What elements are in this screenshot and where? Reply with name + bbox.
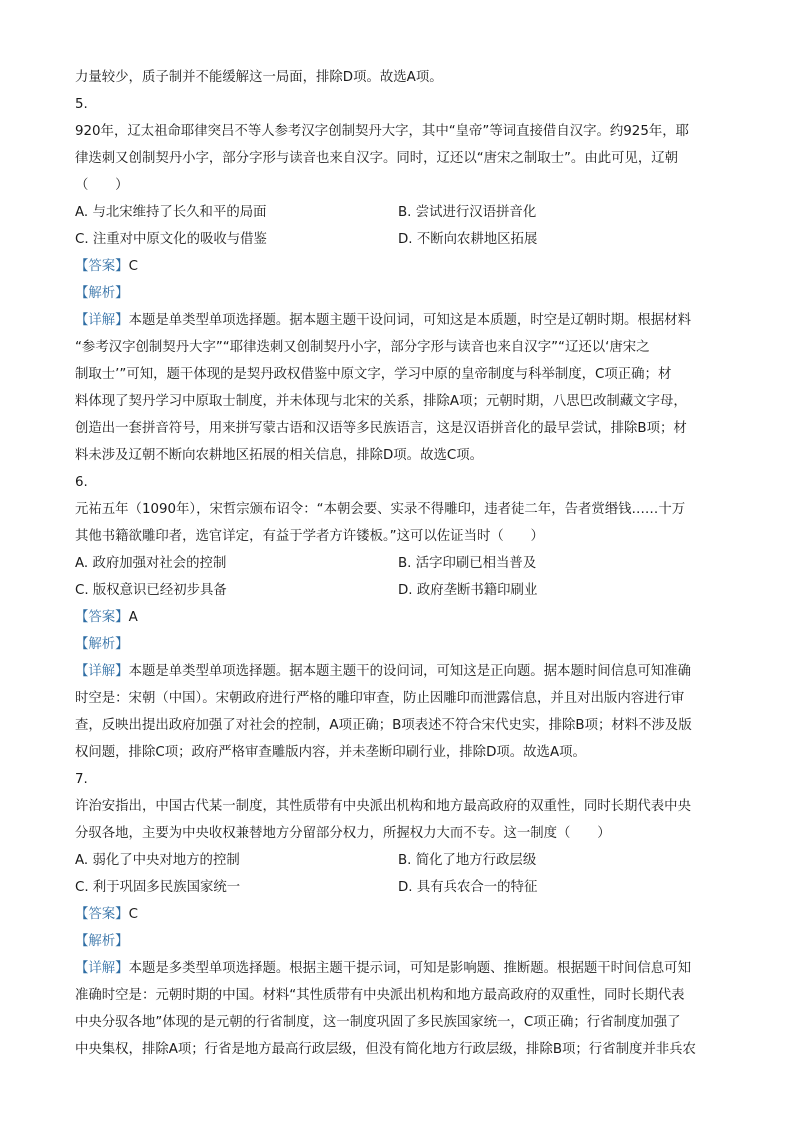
- analysis-label: 【解析】: [75, 637, 129, 652]
- answer-label: 【答案】: [75, 907, 129, 922]
- q7-option-a: A. 弱化了中央对地方的控制: [75, 853, 240, 868]
- answer-label: 【答案】: [75, 610, 129, 625]
- q5-option-d: D. 不断向农耕地区拓展: [398, 232, 538, 247]
- q5-option-b: B. 尝试进行汉语拼音化: [398, 205, 537, 220]
- q7-option-d: D. 具有兵农合一的特征: [398, 880, 538, 895]
- q5-detail-line: 创造出一套拼音符号，用来拼写蒙古语和汉语等多民族语言，这是汉语拼音化的最早尝试，排除B项；材: [75, 421, 687, 436]
- q7-detail-first-line: [75, 955, 721, 982]
- q6-option-a: A. 政府加强对社会的控制: [75, 556, 227, 571]
- q7-analysis-heading: [75, 928, 721, 955]
- q7-options-row: [75, 847, 721, 874]
- q7-stem-line: 分驭各地，主要为中央收权兼替地方分留部分权力，所握权力大而不专。这一制度（ ）: [75, 826, 611, 841]
- q6-stem-line: 元祐五年（1090年），宋哲宗颁布诏令：“本朝会要、实录不得雕印，违者徒二年，告者赏缗钱……十万: [75, 502, 686, 517]
- q6-analysis-heading: [75, 631, 721, 658]
- q6-answer: [75, 604, 721, 631]
- q7-option-b: B. 简化了地方行政层级: [398, 853, 537, 868]
- q5-detail-line: 料未涉及辽朝不断向农耕地区拓展的相关信息，排除D项。故选C项。: [75, 448, 483, 463]
- q6-stem-line: 其他书籍欲雕印者，选官详定，有益于学者方许镂板。”这可以佐证当时（ ）: [75, 529, 544, 544]
- q7-detail-line: 中央集权，排除A项；行省是地方最高行政层级，但没有简化地方行政层级，排除B项；行省制度并非兵农: [75, 1042, 696, 1057]
- detail-label: 【详解】: [75, 313, 129, 328]
- q5-answer: [75, 253, 721, 280]
- q6-option-d: D. 政府垄断书籍印刷业: [398, 583, 538, 598]
- q6-detail-line: 时空是：宋朝（中国）。宋朝政府进行严格的雕印审查，防止因雕印而泄露信息，并且对出版内容进行审: [75, 691, 685, 706]
- document-content: [75, 64, 721, 1063]
- answer-label: 【答案】: [75, 259, 129, 274]
- q5-options-row: [75, 199, 721, 226]
- q4-analysis-tail: 力量较少，质子制并不能缓解这一局面，排除D项。故选A项。: [75, 70, 443, 85]
- analysis-label: 【解析】: [75, 934, 129, 949]
- detail-label: 【详解】: [75, 664, 129, 679]
- answer-value: C: [128, 907, 138, 922]
- q7-option-c: C. 利于巩固多民族国家统一: [75, 880, 241, 895]
- detail-text: 本题是单类型单项选择题。据本题主题干设问词，可知这是本质题，时空是辽朝时期。根据材料: [128, 313, 691, 328]
- q5-detail-line: “参考汉字创制契丹大字”“耶律迭刺又创制契丹小字，部分字形与读音也来自汉字”“辽还以‘唐宋之: [75, 340, 650, 355]
- answer-value: C: [128, 259, 138, 274]
- q7-number: 7.: [75, 772, 88, 787]
- q6-option-b: B. 活字印刷已相当普及: [398, 556, 537, 571]
- q5-detail-line: 制取士’”可知，题干体现的是契丹政权借鉴中原文字，学习中原的皇帝制度与科举制度，C项正确；材: [75, 367, 672, 382]
- q5-options-row: [75, 226, 721, 253]
- detail-text: 本题是多类型单项选择题。根据主题干提示词，可知是影响题、推断题。根据题干时间信息可知: [128, 961, 691, 976]
- q6-detail-line: 查，反映出提出政府加强了对社会的控制，A项正确；B项表述不符合宋代史实，排除B项；材料不涉及版: [75, 718, 692, 733]
- q6-detail-line: 权问题，排除C项；政府严格审查雕版内容，并未垄断印刷行业，排除D项。故选A项。: [75, 745, 586, 760]
- detail-text: 本题是单类型单项选择题。据本题主题干的设问词，可知这是正向题。据本题时间信息可知准确: [128, 664, 691, 679]
- answer-value: A: [128, 610, 138, 625]
- q7-options-row: [75, 874, 721, 901]
- q7-answer: [75, 901, 721, 928]
- q5-stem-line: 律迭刺又创制契丹小字，部分字形与读音也来自汉字。同时，辽还以“唐宋之制取士”。由此可见，辽朝: [75, 151, 679, 166]
- q6-option-c: C. 版权意识已经初步具备: [75, 583, 227, 598]
- q6-options-row: [75, 550, 721, 577]
- q5-stem-line: 920年，辽太祖命耶律突吕不等人参考汉字创制契丹大字，其中“皇帝”等词直接借自汉字。约925年，耶: [75, 124, 690, 139]
- q7-detail-line: 中央分驭各地”体现的是元朝的行省制度，这一制度巩固了多民族国家统一，C项正确；行省制度加强了: [75, 1015, 681, 1030]
- q5-detail-first-line: [75, 307, 721, 334]
- q5-stem-line: （ ）: [75, 178, 129, 193]
- q6-number: 6.: [75, 475, 88, 490]
- q7-stem-line: 许治安指出，中国古代某一制度，其性质带有中央派出机构和地方最高政府的双重性，同时长期代表中央: [75, 799, 691, 814]
- q7-detail-line: 准确时空是：元朝时期的中国。材料“其性质带有中央派出机构和地方最高政府的双重性，同时长期代表: [75, 988, 685, 1003]
- q6-options-row: [75, 577, 721, 604]
- analysis-label: 【解析】: [75, 286, 129, 301]
- q5-detail-line: 料体现了契丹学习中原取士制度，并未体现与北宋的关系，排除A项；元朝时期，八思巴改制藏文字母，: [75, 394, 687, 409]
- detail-label: 【详解】: [75, 961, 129, 976]
- q5-analysis-heading: [75, 280, 721, 307]
- q5-option-c: C. 注重对中原文化的吸收与借鉴: [75, 232, 267, 247]
- q5-number: 5.: [75, 97, 88, 112]
- q5-option-a: A. 与北宋维持了长久和平的局面: [75, 205, 267, 220]
- q6-detail-first-line: [75, 658, 721, 685]
